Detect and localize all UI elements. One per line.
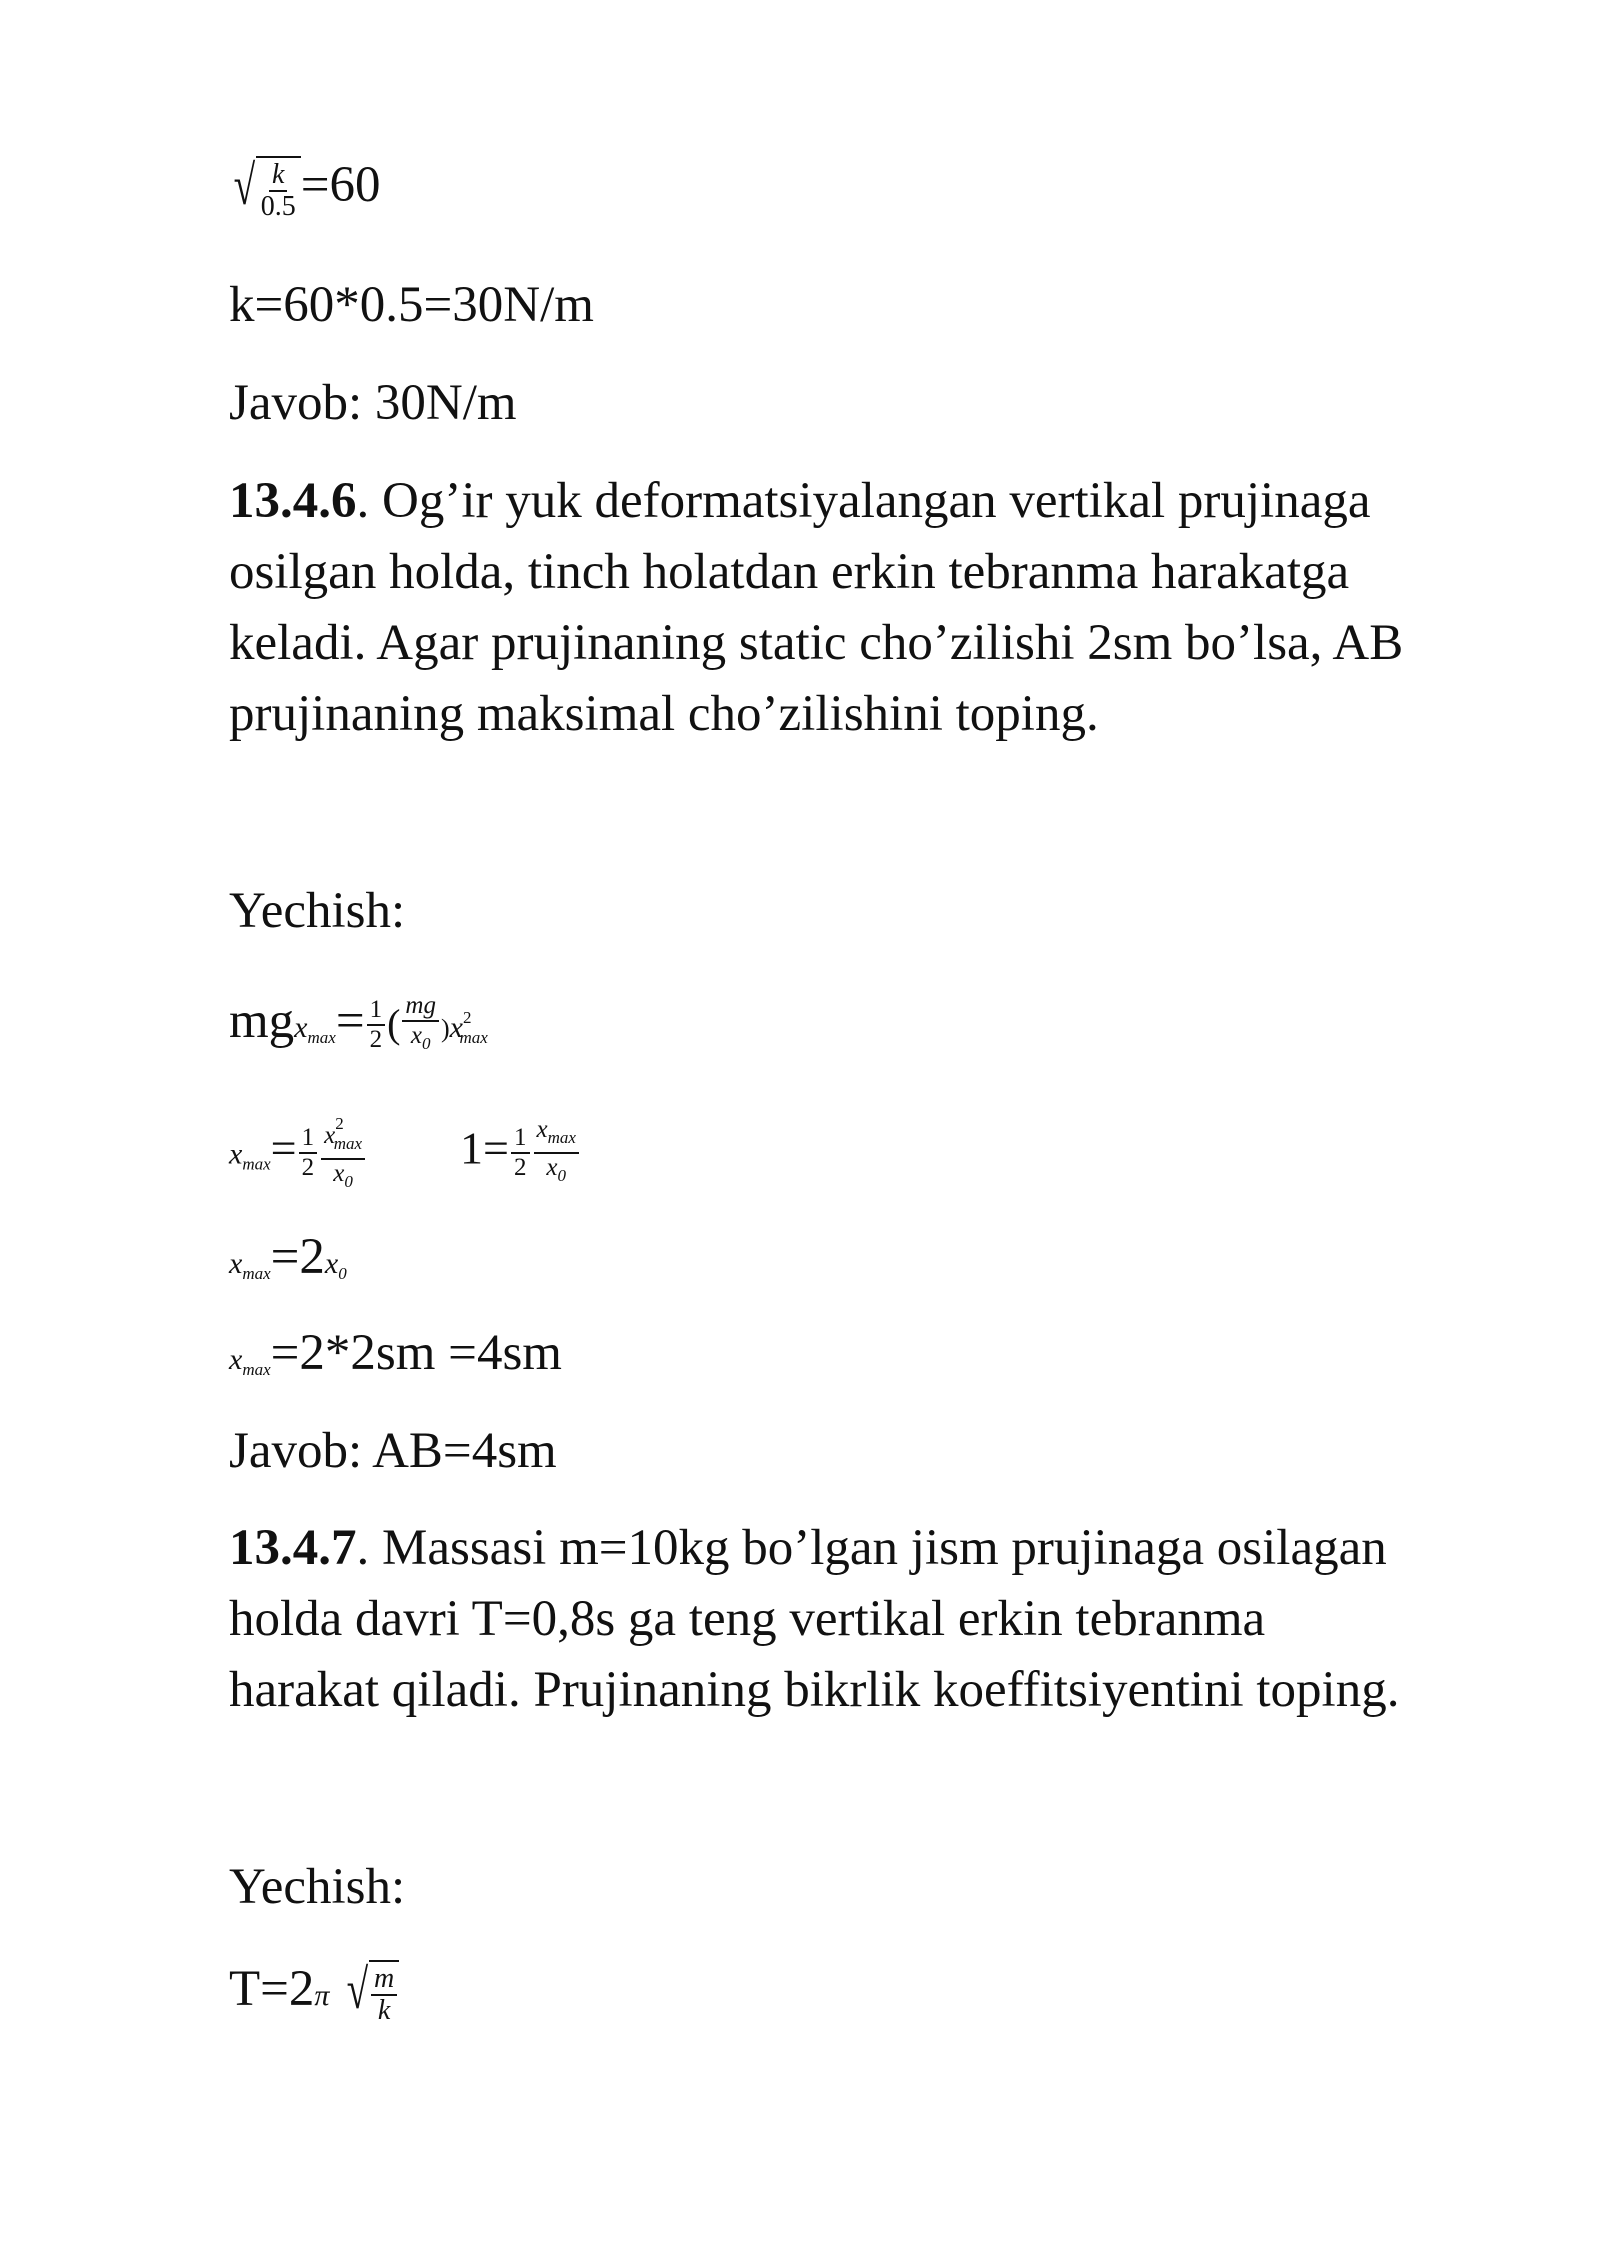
fraction-half: $\frac{1}{2}$	[511, 1124, 530, 1182]
equation-energy: mgx$_{max}$= $\frac{1}{2}$ ( $\frac{mg}{x_0}$ )$x^2_{max}$	[229, 982, 488, 1073]
denominator: 0.5	[260, 191, 296, 223]
equation-xmax-ratio: $x_{max}=$ $\frac{1}{2}$ $x^2_{max}$ $x_0$ 1= $\frac{1}{2}$ $x_{max}$ $x_0$	[229, 1110, 581, 1200]
fraction-half: $\frac{1}{2}$	[367, 996, 386, 1054]
problem-line: harakat qiladi. Prujinaning bikrlik koeffitsiyentini toping.	[229, 1662, 1400, 1718]
sqrt: √ m k	[342, 1960, 399, 2026]
problem-line: osilgan holda, tinch holatdan erkin tebranma harakatga	[229, 544, 1350, 600]
problem-number: 13.4.7	[229, 1520, 357, 1576]
equation-k-value: k=60*0.5=30N/m	[229, 277, 594, 333]
fraction-xmax-x0: $x_{max}$ $x_0$	[534, 1116, 579, 1190]
fraction-mg-x0: $\frac{mg}{x_0}$	[402, 992, 439, 1058]
problem-line: prujinaning maksimal cho’zilishini toping.	[229, 686, 1099, 742]
solution-heading: Yechish:	[229, 1859, 406, 1915]
problem-13-4-6	[229, 466, 1519, 750]
problem-line: 13.4.7. Massasi m=10kg bo’lgan jism prujinaga osilagan	[229, 1520, 1387, 1576]
problem-line: keladi. Agar prujinaning static cho’zilishi 2sm bo’lsa, AB	[229, 615, 1404, 671]
solution-heading: Yechish:	[229, 883, 406, 939]
fraction	[258, 160, 299, 222]
answer-2: Javob: AB=4sm	[229, 1423, 557, 1479]
problem-number: 13.4.6	[229, 473, 357, 529]
problem-line: 13.4.6. Og’ir yuk deformatsiyalangan vertikal prujinaga	[229, 473, 1371, 529]
equation-xmax-2x0: $x_{max}=2x_0$	[229, 1229, 347, 1285]
fraction-xmax2-x0: $x^2_{max}$ $x_0$	[321, 1110, 365, 1196]
problem-line: holda davri T=0,8s ga teng vertikal erkin tebranma	[229, 1591, 1266, 1647]
equation-period: T=2π √ m k	[229, 1954, 399, 2031]
equation-rhs: =60	[300, 157, 381, 213]
equation-xmax-value: $x_{max}=2*2sm =4sm$	[229, 1325, 562, 1381]
fraction-half: $\frac{1}{2}$	[299, 1124, 318, 1182]
problem-13-4-7	[229, 1513, 1519, 1726]
sqrt: √ $\frac{k}{0.5}$	[229, 156, 301, 222]
numerator: k	[269, 160, 287, 192]
equation-sqrt-k	[229, 150, 381, 222]
fraction-m-k: m k	[371, 1964, 397, 2026]
answer-1: Javob: 30N/m	[229, 375, 517, 431]
